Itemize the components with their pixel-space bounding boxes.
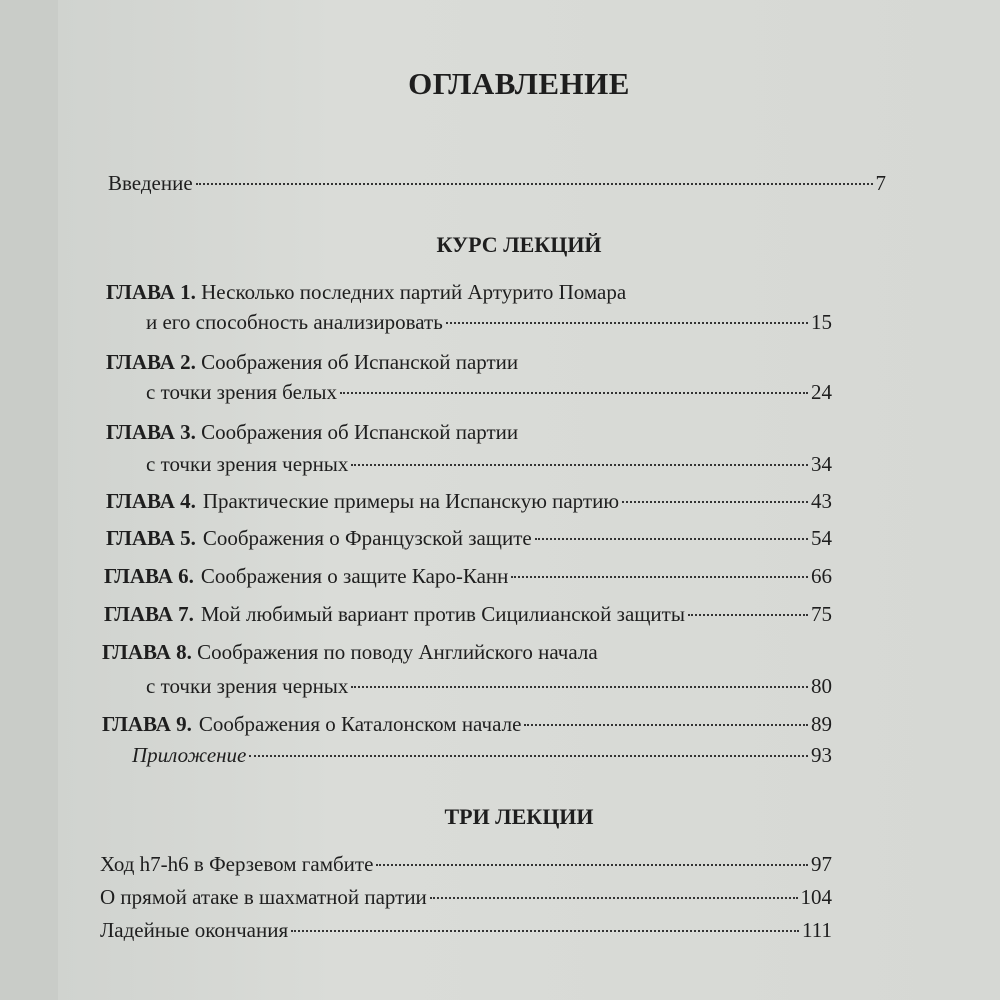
section-heading-three-lectures: ТРИ ЛЕКЦИИ <box>444 804 594 829</box>
toc-entry-text: Введение <box>108 171 193 195</box>
chapter-label: ГЛАВА 1. <box>106 280 196 304</box>
chapter-title-cont: с точки зрения черных <box>146 452 349 476</box>
dot-leader <box>535 537 808 540</box>
chapter-title: Соображения об Испанской партии <box>201 420 519 444</box>
chapter-title-cont: и его способность анализировать <box>146 310 443 334</box>
toc-entry-lecture-2 <box>100 883 832 911</box>
toc-page-number: 75 <box>811 602 832 626</box>
chapter-title: Соображения об Испанской партии <box>201 350 519 374</box>
toc-entry-chapter-4 <box>106 487 832 515</box>
chapter-label: ГЛАВА 2. <box>106 350 196 374</box>
toc-page-number: 54 <box>811 526 832 550</box>
lecture-title: Ладейные окончания <box>100 918 289 942</box>
chapter-title: Соображения о Каталонском начале <box>198 712 522 736</box>
toc-entry-lecture-1 <box>100 850 832 878</box>
dot-leader <box>340 391 808 394</box>
toc-page-number: 104 <box>800 885 832 909</box>
chapter-title: Соображения о Французской защите <box>202 526 532 550</box>
toc-entry-chapter-2 <box>106 348 518 376</box>
toc-entry-chapter-2-cont <box>146 378 832 406</box>
appendix-title: Приложение <box>132 743 247 767</box>
toc-page-number: 93 <box>811 743 832 767</box>
toc-entry-chapter-9 <box>102 710 832 738</box>
chapter-label: ГЛАВА 6. <box>104 564 194 588</box>
toc-entry-chapter-3-cont <box>146 450 832 478</box>
toc-entry-chapter-6 <box>104 562 832 590</box>
lecture-title: О прямой атаке в шахматной партии <box>100 885 427 909</box>
toc-entry-appendix <box>132 741 832 769</box>
dot-leader <box>249 754 808 757</box>
chapter-title-cont: с точки зрения белых <box>146 380 337 404</box>
dot-leader <box>291 929 799 932</box>
toc-page-number: 97 <box>811 852 832 876</box>
toc-page-number: 111 <box>802 918 832 942</box>
toc-entry-lecture-3 <box>100 916 832 944</box>
chapter-title: Несколько последних партий Артурито Помара <box>201 280 627 304</box>
chapter-title: Мой любимый вариант против Сицилианской защиты <box>200 602 685 626</box>
chapter-title: Практические примеры на Испанскую партию <box>202 489 620 513</box>
dot-leader <box>622 500 808 503</box>
lecture-title: Ход h7-h6 в Ферзевом гамбите <box>100 852 374 876</box>
chapter-label: ГЛАВА 9. <box>102 712 192 736</box>
toc-entry-chapter-7 <box>104 600 832 628</box>
toc-entry-chapter-1-cont <box>146 308 832 336</box>
dot-leader <box>430 896 798 899</box>
toc-page-number: 24 <box>811 380 832 404</box>
chapter-label: ГЛАВА 4. <box>106 489 196 513</box>
chapter-label: ГЛАВА 3. <box>106 420 196 444</box>
chapter-label: ГЛАВА 5. <box>106 526 196 550</box>
section-heading-course: КУРС ЛЕКЦИЙ <box>436 232 602 257</box>
toc-page-number: 89 <box>811 712 832 736</box>
dot-leader <box>376 863 808 866</box>
dot-leader <box>351 463 808 466</box>
book-page <box>58 0 1000 1000</box>
toc-page-number: 80 <box>811 674 832 698</box>
toc-entry-chapter-8-cont <box>146 672 832 700</box>
dot-leader <box>524 723 808 726</box>
page-title: ОГЛАВЛЕНИЕ <box>408 66 630 101</box>
toc-entry-chapter-5 <box>106 524 832 552</box>
chapter-title-cont: с точки зрения черных <box>146 674 349 698</box>
toc-entry-intro <box>108 169 886 197</box>
dot-leader <box>196 182 873 185</box>
toc-entry-chapter-8 <box>102 638 598 666</box>
toc-page-number: 66 <box>811 564 832 588</box>
toc-entry-chapter-1 <box>106 278 626 306</box>
dot-leader <box>446 321 808 324</box>
toc-page-number: 15 <box>811 310 832 334</box>
chapter-title: Соображения о защите Каро-Канн <box>200 564 509 588</box>
dot-leader <box>351 685 808 688</box>
toc-page-number: 7 <box>875 171 886 195</box>
toc-page-number: 43 <box>811 489 832 513</box>
dot-leader <box>511 575 808 578</box>
dot-leader <box>688 613 808 616</box>
toc-entry-chapter-3 <box>106 418 518 446</box>
chapter-label: ГЛАВА 7. <box>104 602 194 626</box>
toc-page-number: 34 <box>811 452 832 476</box>
chapter-label: ГЛАВА 8. <box>102 640 192 664</box>
chapter-title: Соображения по поводу Английского начала <box>197 640 598 664</box>
